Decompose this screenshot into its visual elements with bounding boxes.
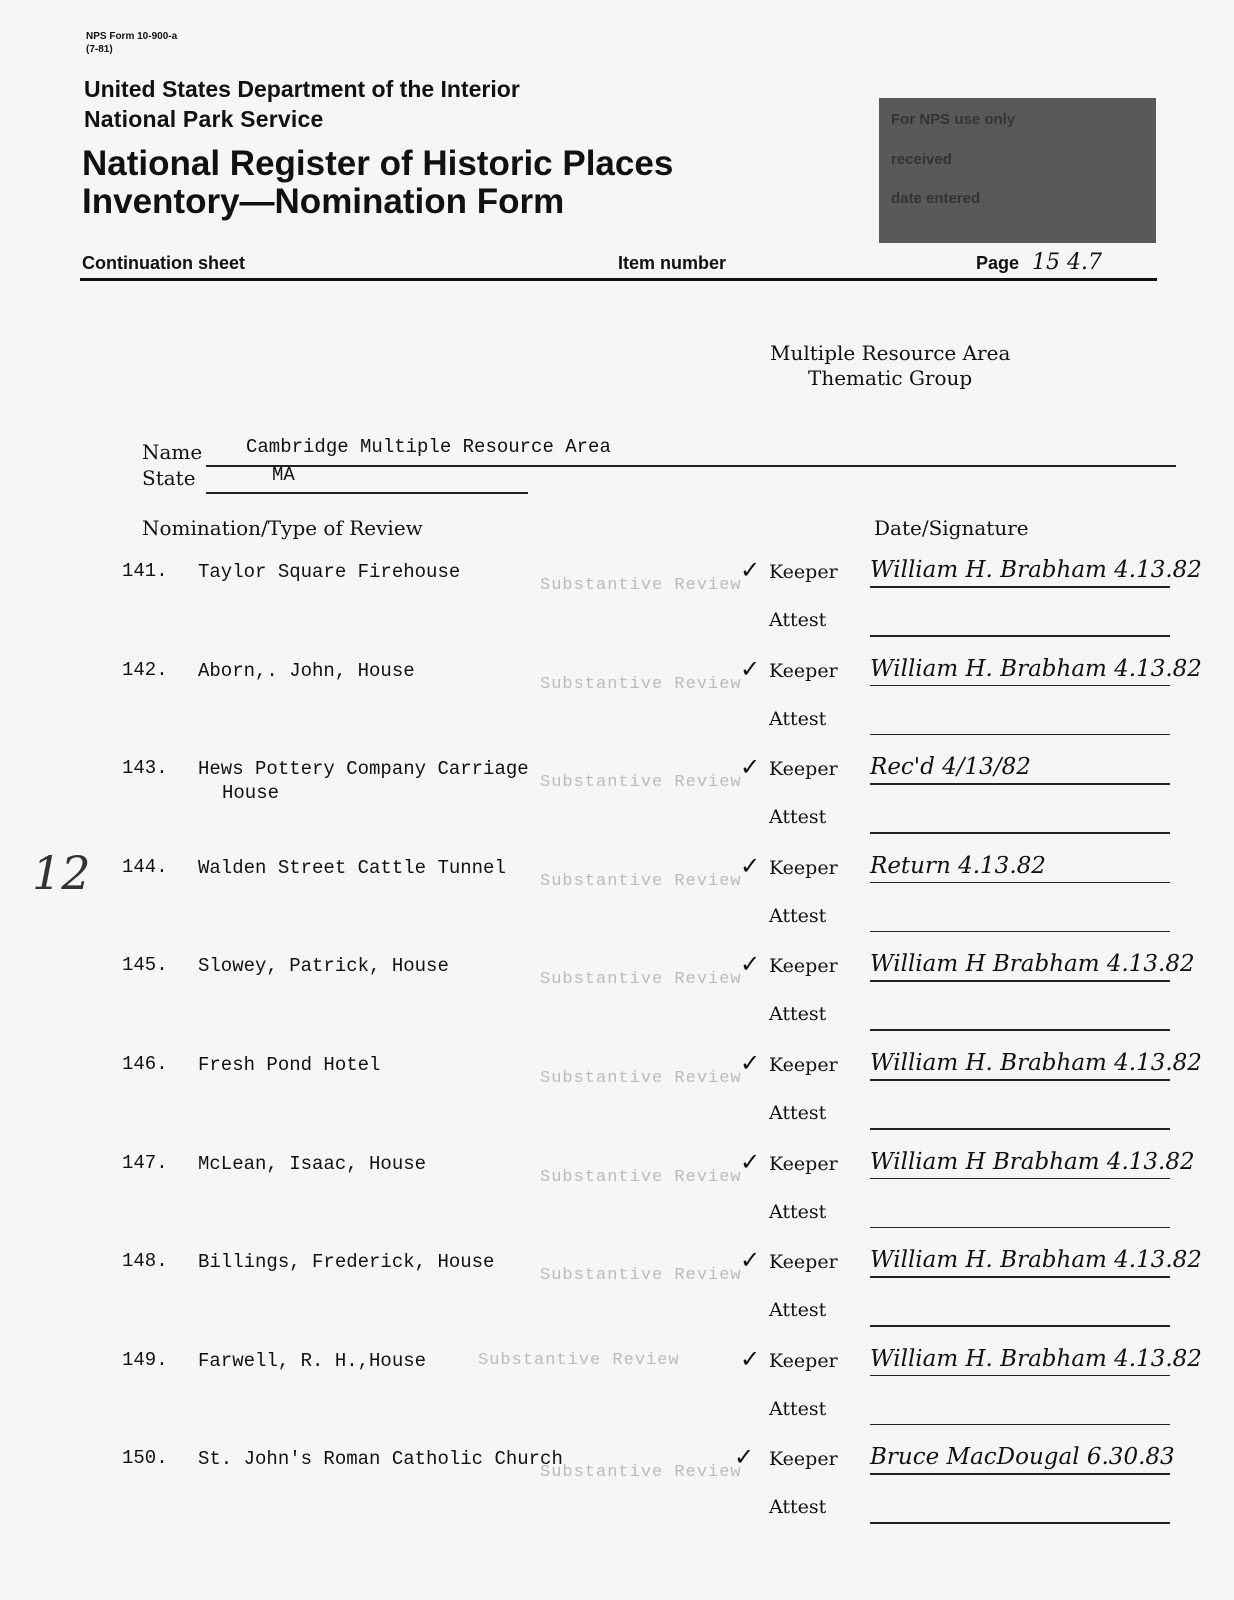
attest-signature-line: [870, 734, 1170, 736]
entry-number: 149.: [122, 1348, 168, 1371]
keeper-signature-line: [870, 980, 1170, 982]
department-name: United States Department of the Interior: [84, 76, 520, 102]
group-line1: Multiple Resource Area: [770, 341, 1011, 365]
entry-property-name: Walden Street Cattle Tunnel: [198, 856, 506, 879]
form-revision-text: (7-81): [86, 44, 113, 55]
keeper-signature-line: [870, 1473, 1170, 1475]
attest-signature-line: [870, 1029, 1170, 1031]
substantive-review-stamp: Substantive Review: [540, 970, 742, 990]
margin-note-handwritten: 12: [32, 846, 91, 900]
keeper-check-mark: ✓: [740, 1049, 761, 1077]
item-number-label: Item number: [618, 253, 727, 273]
keeper-signature-handwritten: Return 4.13.82: [870, 852, 1046, 879]
keeper-check-mark: ✓: [740, 556, 761, 584]
keeper-signature-handwritten: William H. Brabham 4.13.82: [870, 1345, 1202, 1372]
keeper-check-mark: ✓: [740, 1147, 761, 1176]
attest-signature-line: [870, 635, 1170, 637]
keeper-signature-handwritten: William H Brabham 4.13.82: [870, 951, 1195, 978]
keeper-label: Keeper: [769, 955, 838, 978]
service-name: National Park Service: [84, 106, 324, 132]
substantive-review-stamp: Substantive Review: [540, 871, 742, 891]
keeper-signature-line: [870, 1079, 1170, 1081]
attest-label: Attest: [769, 1200, 827, 1223]
attest-label: Attest: [769, 1397, 827, 1420]
entry-property-name: Fresh Pond Hotel: [198, 1054, 381, 1076]
attest-signature-line: [870, 1325, 1170, 1327]
form-title-line1: National Register of Historic Places: [82, 144, 674, 183]
attest-label: Attest: [769, 707, 827, 730]
keeper-signature-handwritten: Rec'd 4/13/82: [870, 754, 1031, 781]
attest-signature-line: [870, 1227, 1170, 1229]
keeper-signature-line: [870, 1276, 1170, 1278]
keeper-label: Keeper: [769, 1152, 838, 1175]
nps-date-entered-label: date entered: [891, 190, 981, 207]
substantive-review-stamp: Substantive Review: [478, 1350, 680, 1370]
page-label: Page: [976, 253, 1020, 273]
keeper-label: Keeper: [769, 1054, 838, 1076]
state-value: MA: [272, 464, 295, 486]
attest-signature-line: [870, 832, 1170, 834]
name-line: [206, 465, 1176, 467]
substantive-review-stamp: Substantive Review: [540, 576, 742, 595]
substantive-review-stamp: Substantive Review: [540, 773, 742, 793]
keeper-signature-handwritten: William H. Brabham 4.13.82: [870, 655, 1202, 682]
attest-label: Attest: [769, 1496, 827, 1519]
group-line2: Thematic Group: [808, 366, 973, 390]
keeper-signature-handwritten: Bruce MacDougal 6.30.83: [870, 1444, 1175, 1471]
keeper-signature-handwritten: William H. Brabham 4.13.82: [870, 1050, 1202, 1076]
keeper-check-mark: ✓: [734, 1443, 755, 1472]
keeper-label: Keeper: [769, 1349, 838, 1372]
attest-label: Attest: [769, 1102, 827, 1124]
keeper-check-mark: ✓: [740, 1246, 761, 1275]
entry-number: 142.: [122, 658, 168, 681]
entry-number: 145.: [122, 954, 168, 977]
attest-signature-line: [870, 1522, 1170, 1524]
keeper-check-mark: ✓: [740, 1344, 761, 1373]
form-number-text: NPS Form 10-900-a: [86, 31, 178, 42]
entry-property-name-continued: House: [222, 782, 280, 805]
keeper-signature-line: [870, 1375, 1170, 1377]
name-label: Name: [142, 440, 203, 464]
substantive-review-stamp: Substantive Review: [540, 674, 742, 694]
keeper-check-mark: ✓: [740, 851, 761, 880]
keeper-signature-handwritten: William H. Brabham 4.13.82: [870, 1247, 1202, 1274]
keeper-label: Keeper: [769, 659, 838, 682]
keeper-label: Keeper: [769, 856, 838, 879]
keeper-signature-line: [870, 783, 1170, 785]
continuation-sheet-label: Continuation sheet: [82, 253, 245, 273]
attest-label: Attest: [769, 609, 827, 631]
name-value: Cambridge Multiple Resource Area: [246, 436, 611, 458]
keeper-label: Keeper: [769, 1251, 838, 1274]
attest-signature-line: [870, 1424, 1170, 1426]
attest-label: Attest: [769, 1299, 827, 1322]
entry-number: 144.: [122, 855, 168, 878]
state-label: State: [142, 466, 196, 490]
entry-property-name: Hews Pottery Company Carriage: [198, 758, 529, 781]
substantive-review-stamp: Substantive Review: [540, 1266, 742, 1286]
keeper-signature-handwritten: William H. Brabham 4.13.82: [870, 557, 1202, 583]
keeper-signature-line: [870, 586, 1170, 588]
entry-property-name: Billings, Frederick, House: [198, 1251, 495, 1274]
entry-property-name: McLean, Isaac, House: [198, 1152, 427, 1175]
entry-number: 146.: [122, 1053, 168, 1075]
date-signature-column-header: Date/Signature: [874, 516, 1029, 540]
entry-number: 141.: [122, 560, 168, 582]
entry-number: 148.: [122, 1250, 168, 1273]
attest-signature-line: [870, 1128, 1170, 1130]
keeper-check-mark: ✓: [740, 950, 761, 979]
keeper-label: Keeper: [769, 1448, 838, 1471]
nps-use-heading: For NPS use only: [891, 111, 1016, 128]
keeper-signature-line: [870, 685, 1170, 687]
form-title-line2: Inventory—Nomination Form: [82, 182, 565, 221]
entry-number: 143.: [122, 757, 168, 780]
page-number-handwritten: 15 4.7: [1032, 250, 1102, 275]
attest-signature-line: [870, 931, 1170, 933]
keeper-label: Keeper: [769, 758, 838, 781]
attest-label: Attest: [769, 1003, 827, 1026]
keeper-label: Keeper: [769, 561, 838, 583]
nps-received-label: received: [891, 151, 952, 168]
substantive-review-stamp: Substantive Review: [540, 1069, 742, 1088]
keeper-signature-line: [870, 882, 1170, 884]
keeper-check-mark: ✓: [740, 753, 761, 782]
nomination-column-header: Nomination/Type of Review: [142, 516, 423, 540]
entry-property-name: Slowey, Patrick, House: [198, 955, 449, 978]
entry-number: 150.: [122, 1447, 168, 1470]
keeper-check-mark: ✓: [740, 654, 761, 683]
entry-property-name: Farwell, R. H.,House: [198, 1349, 427, 1372]
keeper-signature-line: [870, 1178, 1170, 1180]
substantive-review-stamp: Substantive Review: [540, 1167, 742, 1187]
entry-property-name: St. John's Roman Catholic Church: [198, 1448, 563, 1471]
nps-use-only-box: [879, 98, 1156, 243]
entry-number: 147.: [122, 1151, 168, 1174]
state-line: [206, 492, 528, 494]
entry-property-name: Aborn,. John, House: [198, 659, 415, 682]
form-number: [86, 30, 177, 56]
keeper-signature-handwritten: William H Brabham 4.13.82: [870, 1148, 1195, 1175]
attest-label: Attest: [769, 904, 827, 927]
substantive-review-stamp: Substantive Review: [540, 1463, 742, 1483]
header-rule: [80, 278, 1157, 281]
attest-label: Attest: [769, 806, 827, 829]
entry-property-name: Taylor Square Firehouse: [198, 561, 461, 583]
